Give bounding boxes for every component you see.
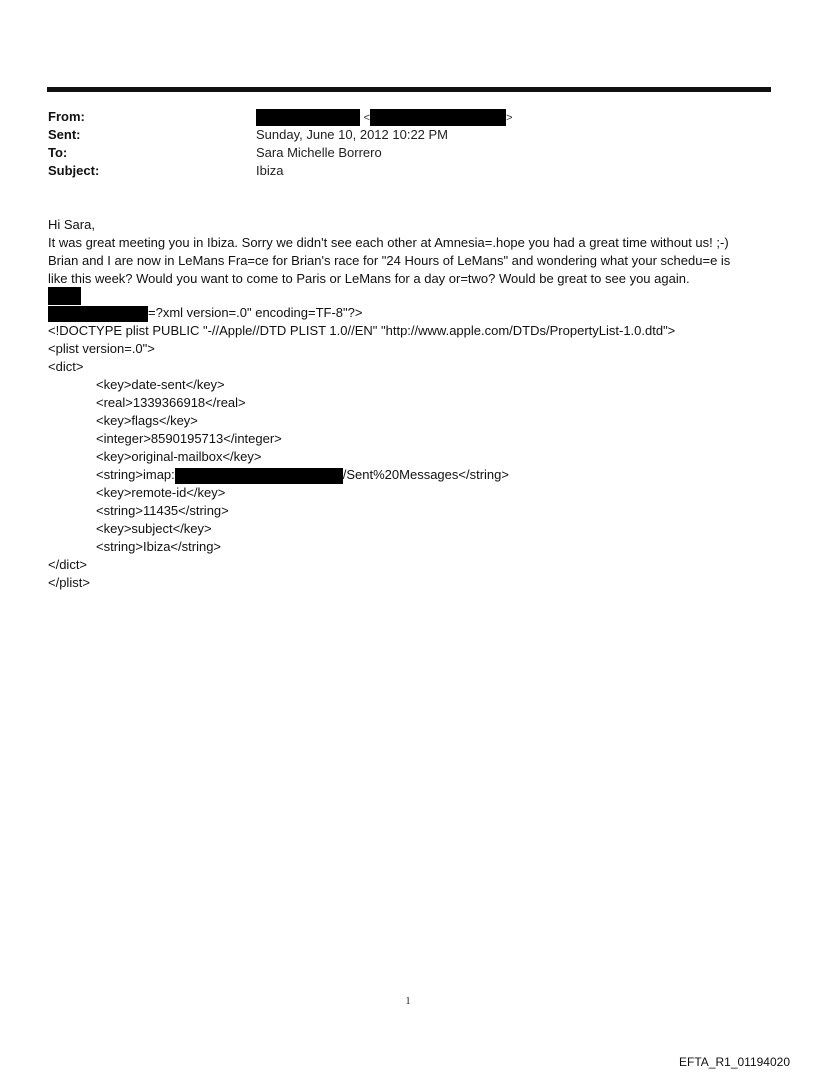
- email-body: [48, 216, 768, 288]
- page-number: 1: [405, 996, 411, 1007]
- from-lt: <: [363, 112, 371, 124]
- redaction-block-top: [48, 286, 768, 304]
- subject-label: Subject:: [48, 163, 100, 178]
- string-remote-id: <string>11435</string>: [96, 503, 229, 518]
- body-line-1: It was great meeting you in Ibiza. Sorry we didn't see each other at Amnesia=.hope you had a great time without us! ;-): [48, 235, 729, 250]
- plist-open: <plist version=.0">: [48, 341, 155, 356]
- string-imap-line: [48, 466, 768, 484]
- key-date-sent: <key>date-sent</key>: [96, 377, 225, 392]
- from-label: From:: [48, 109, 85, 124]
- from-value: [256, 108, 513, 127]
- xml-decl: =?xml version=.0" encoding=TF-8"?>: [148, 305, 363, 320]
- redaction-signature: [48, 306, 148, 322]
- plist-close: </plist>: [48, 575, 90, 590]
- from-gt: >: [506, 112, 513, 124]
- email-header: [48, 108, 768, 180]
- sent-row: [48, 126, 768, 144]
- redaction-sender-name: [256, 109, 360, 126]
- key-flags: <key>flags</key>: [96, 413, 198, 428]
- to-row: [48, 144, 768, 162]
- body-line-3: like this week? Would you want to come to Paris or LeMans for a day or=two? Would be great to see you again.: [48, 271, 690, 286]
- dict-open: <dict>: [48, 359, 84, 374]
- doctype-line: <!DOCTYPE plist PUBLIC "-//Apple//DTD PLIST 1.0//EN" "http://www.apple.com/DTDs/PropertyList-1.0.dtd">: [48, 323, 676, 338]
- greeting: Hi Sara,: [48, 217, 95, 232]
- key-original-mailbox: <key>original-mailbox</key>: [96, 449, 262, 464]
- redaction-sender-email: [370, 109, 506, 126]
- string-imap-suffix: /Sent%20Messages</string>: [342, 467, 509, 482]
- bates-number: EFTA_R1_01194020: [679, 1055, 790, 1069]
- redaction-signature-top: [48, 287, 81, 305]
- to-label: To:: [48, 145, 68, 160]
- string-subject: <string>Ibiza</string>: [96, 539, 222, 554]
- subject-value: Ibiza: [256, 163, 284, 178]
- to-value: Sara Michelle Borrero: [256, 145, 382, 160]
- subject-row: [48, 162, 768, 180]
- sent-label: Sent:: [48, 127, 81, 142]
- sent-value: Sunday, June 10, 2012 10:22 PM: [256, 127, 449, 142]
- from-row: [48, 108, 768, 126]
- integer-value: <integer>8590195713</integer>: [96, 431, 282, 446]
- xml-decl-line: [48, 304, 768, 322]
- key-remote-id: <key>remote-id</key>: [96, 485, 226, 500]
- real-value: <real>1339366918</real>: [96, 395, 246, 410]
- key-subject: <key>subject</key>: [96, 521, 212, 536]
- header-rule: [47, 87, 771, 92]
- string-imap-prefix: <string>imap:: [96, 467, 175, 482]
- body-line-2: Brian and I are now in LeMans Fra=ce for Brian's race for "24 Hours of LeMans" and wondering what your schedu=e is: [48, 253, 731, 268]
- redaction-imap-account: [175, 468, 343, 484]
- dict-close: </dict>: [48, 557, 88, 572]
- plist-block: [48, 286, 768, 592]
